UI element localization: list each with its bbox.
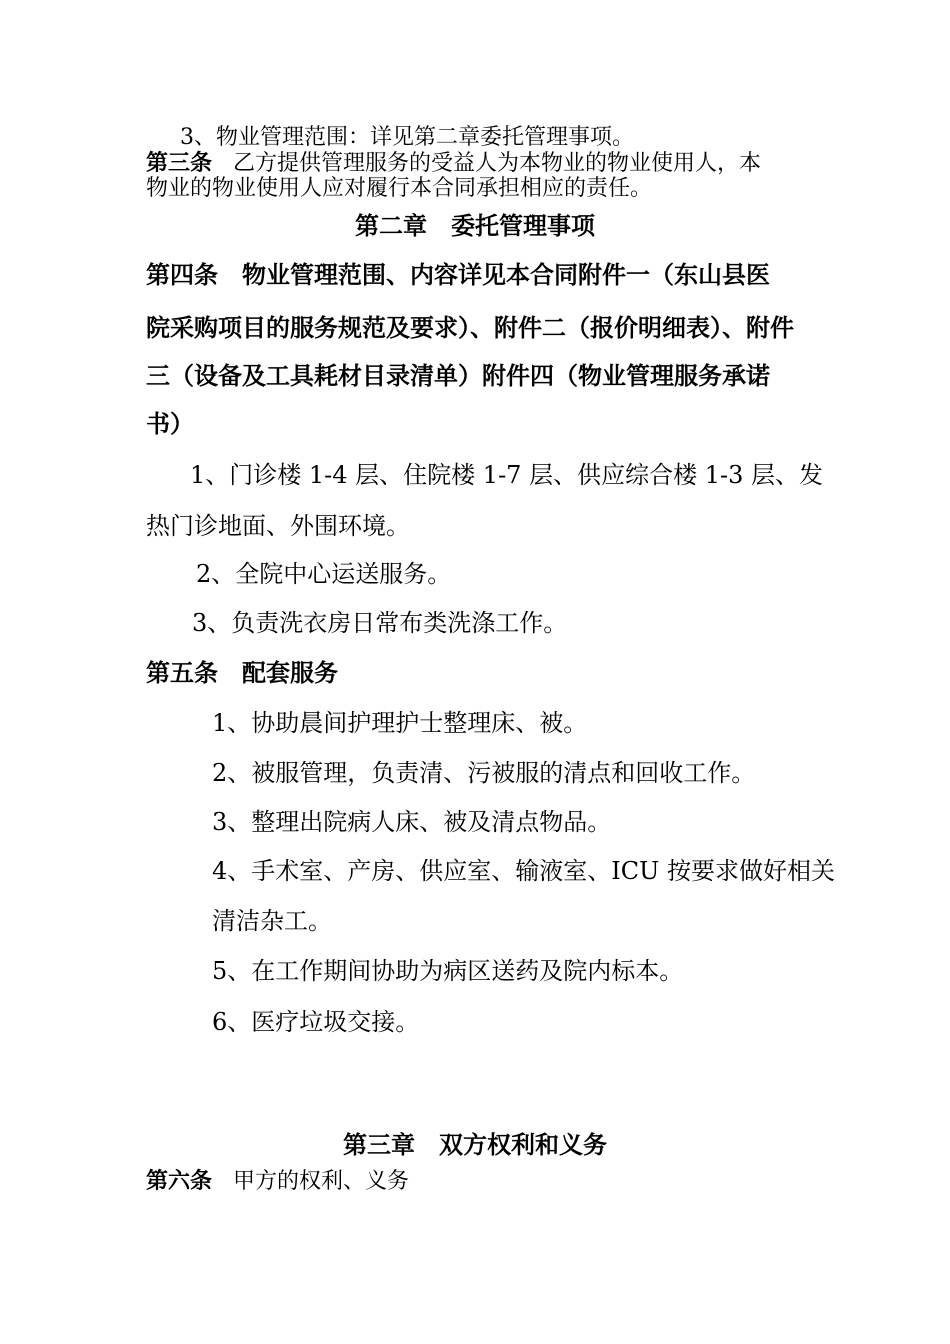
- article-5-item-6: 6、医疗垃圾交接。: [212, 1008, 420, 1036]
- article-3-line-2: 物业的物业使用人应对履行本合同承担相应的责任。: [146, 176, 653, 201]
- chapter-3-heading: 第三章 双方权利和义务: [343, 1130, 607, 1159]
- article-6-label: 第六条: [146, 1168, 213, 1194]
- article-4-item-3: 3、负责洗衣房日常布类洗涤工作。: [192, 609, 568, 637]
- article-5-item-2: 2、被服管理，负责清、污被服的清点和回收工作。: [212, 759, 756, 787]
- article-4-item-1-line-2: 热门诊地面、外围环境。: [146, 512, 410, 540]
- chapter-2-heading: 第二章 委托管理事项: [355, 211, 595, 240]
- article-3-line-1: [146, 152, 761, 175]
- article-5-title: 第五条 配套服务: [146, 658, 338, 687]
- scope-item-3: 3、物业管理范围：详见第二章委托管理事项。: [180, 125, 634, 150]
- article-4-line-3: 三（设备及工具耗材目录清单）附件四（物业管理服务承诺: [146, 361, 770, 390]
- article-6-text: 甲方的权利、义务: [233, 1169, 410, 1194]
- article-4-line-1: 第四条 物业管理范围、内容详见本合同附件一（东山县医: [146, 260, 770, 289]
- article-3-label: 第三条: [146, 150, 213, 176]
- article-4-line-2: 院采购项目的服务规范及要求）、附件二（报价明细表）、附件: [146, 313, 794, 342]
- article-3-text-1: 乙方提供管理服务的受益人为本物业的物业使用人，本: [233, 151, 762, 176]
- article-6-line: [146, 1170, 409, 1193]
- article-5-item-5: 5、在工作期间协助为病区送药及院内标本。: [212, 957, 684, 985]
- article-5-item-4-line-1: 4、手术室、产房、供应室、输液室、ICU 按要求做好相关: [212, 857, 835, 885]
- article-5-item-3: 3、整理出院病人床、被及清点物品。: [212, 808, 612, 836]
- article-5-item-4-line-2: 清洁杂工。: [212, 907, 332, 935]
- article-5-item-1: 1、协助晨间护理护士整理床、被。: [212, 709, 588, 737]
- article-4-line-4: 书）: [146, 409, 194, 438]
- article-4-item-2: 2、全院中心运送服务。: [196, 560, 452, 588]
- article-4-item-1-line-1: 1、门诊楼 1-4 层、住院楼 1-7 层、供应综合楼 1-3 层、发: [190, 461, 823, 489]
